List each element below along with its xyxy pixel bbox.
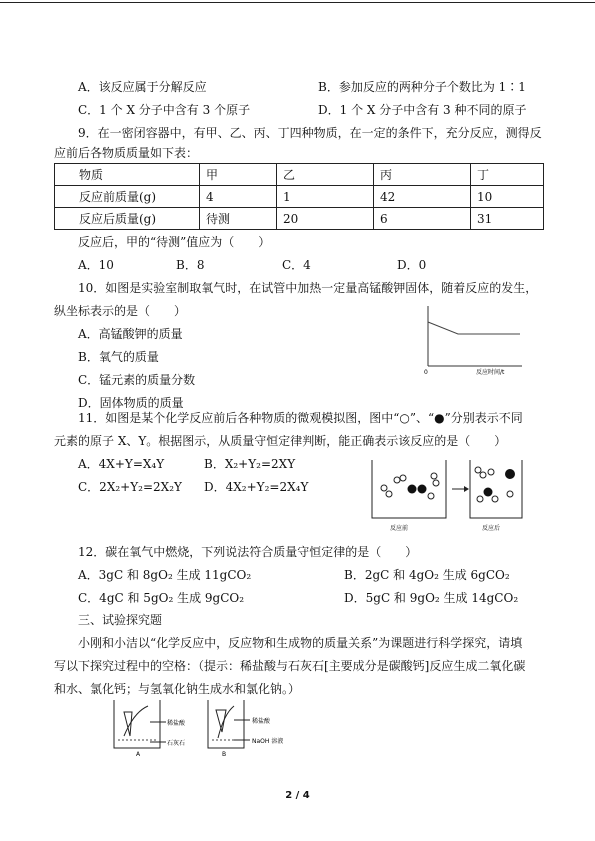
after-reaction-box [470, 460, 522, 518]
q11-micro-diagram [364, 458, 534, 534]
graph-origin-label: 0 [424, 369, 428, 376]
figure-b-caption: B [222, 751, 227, 758]
q10-stem-line1: 10．如图是实验室制取氧气时，在试管中加热一定量高锰酸钾固体，随着反应的发生， [78, 281, 538, 295]
section-3-para-line3: 和水、氯化钙；与氢氧化钠生成水和氯化钠。） [54, 682, 301, 696]
table-header-cell: 乙 [277, 164, 374, 186]
page-number: 2 / 4 [285, 790, 310, 801]
q10-option-b: B．氧气的质量 [78, 350, 159, 364]
table-cell: 42 [374, 186, 471, 208]
table-cell: 待测 [200, 208, 277, 230]
figure-b-label-naoh: NaOH 溶液 [252, 738, 284, 745]
q10-graph [418, 302, 528, 380]
q9-option-d: D．0 [397, 258, 427, 272]
before-reaction-box [372, 460, 446, 518]
q12-option-d: D．5gC 和 9gO₂ 生成 14gCO₂ [344, 591, 519, 605]
q12-option-c: C．4gC 和 5gO₂ 生成 9gCO₂ [78, 591, 245, 605]
q8-option-c: C．1 个 X 分子中含有 3 个原子 [78, 103, 251, 117]
table-header-cell: 物质 [55, 164, 200, 186]
q9-question: 反应后，甲的“待测”值应为（ ） [78, 235, 271, 249]
table-row [55, 186, 544, 208]
graph-x-label: 反应时间/t [476, 369, 505, 376]
graph-curve [428, 322, 520, 334]
q8-option-b: B．参加反应的两种分子个数比为 1∶1 [318, 80, 526, 94]
table-header-row [55, 164, 544, 186]
table-cell: 20 [277, 208, 374, 230]
section-3-para-line2: 写以下探究过程中的空格：（提示：稀盐酸与石灰石[主要成分是碳酸钙]反应生成二氧化碳 [54, 659, 526, 673]
q10-option-a: A．高锰酸钾的质量 [78, 327, 183, 341]
before-label: 反应前 [390, 525, 409, 532]
table-row [55, 208, 544, 230]
q11-option-b: B．X₂+Y₂=2XY [204, 457, 296, 471]
apparatus-b [208, 700, 283, 758]
q10-option-c: C．锰元素的质量分数 [78, 373, 196, 387]
q9-option-c: C．4 [282, 258, 311, 272]
figure-b-label-acid: 稀盐酸 [252, 718, 271, 725]
figure-a-label-acid: 稀盐酸 [167, 720, 186, 727]
table-cell: 10 [471, 186, 544, 208]
q9-option-b: B．8 [176, 258, 205, 272]
q10-stem-line2: 纵坐标表示的是（ ） [54, 304, 187, 318]
table-cell: 反应后质量(g) [55, 208, 200, 230]
table-cell: 31 [471, 208, 544, 230]
q9-mass-table [54, 163, 544, 230]
q11-stem-line2: 元素的原子 X、Y。根据图示，从质量守恒定律判断，能正确表示该反应的是（ ） [54, 434, 507, 448]
page-top-rule [0, 2, 595, 3]
figure-a-caption: A [136, 751, 141, 758]
table-header-cell: 甲 [200, 164, 277, 186]
after-label: 反应后 [482, 525, 501, 532]
q11-option-a: A．4X+Y=X₄Y [78, 457, 165, 471]
section-3-apparatus-figure [104, 696, 300, 758]
section-3-title: 三、试验探究题 [78, 613, 163, 627]
table-cell: 反应前质量(g) [55, 186, 200, 208]
table-cell: 4 [200, 186, 277, 208]
q9-stem-line1: 9．在一密闭容器中，有甲、乙、丙、丁四种物质，在一定的条件下，充分反应，测得反 [78, 126, 542, 140]
q12-option-b: B．2gC 和 4gO₂ 生成 6gCO₂ [344, 568, 510, 582]
table-header-cell: 丁 [471, 164, 544, 186]
q11-stem-line1: 11．如图是某个化学反应前后各种物质的微观模拟图，图中“○”、“●”分别表示不同 [78, 411, 523, 425]
q8-option-d: D．1 个 X 分子中含有 3 种不同的原子 [318, 103, 527, 117]
q9-option-a: A．10 [78, 258, 114, 272]
table-header-cell: 丙 [374, 164, 471, 186]
q10-option-d: D．固体物质的质量 [78, 396, 184, 410]
q12-stem: 12．碳在氧气中燃烧，下列说法符合质量守恒定律的是（ ） [78, 545, 418, 559]
table-cell: 1 [277, 186, 374, 208]
q12-option-a: A．3gC 和 8gO₂ 生成 11gCO₂ [78, 568, 252, 582]
q11-option-c: C．2X₂+Y₂=2X₂Y [78, 480, 182, 494]
apparatus-a [114, 700, 186, 758]
figure-a-label-limestone: 石灰石 [167, 740, 186, 747]
q8-option-a: A．该反应属于分解反应 [78, 80, 207, 94]
q11-option-d: D．4X₂+Y₂=2X₄Y [204, 480, 309, 494]
table-cell: 6 [374, 208, 471, 230]
q9-stem-line2: 应前后各物质质量如下表： [54, 146, 199, 160]
section-3-para-line1: 小刚和小洁以“化学反应中，反应物和生成物的质量关系”为课题进行科学探究，请填 [78, 636, 523, 650]
